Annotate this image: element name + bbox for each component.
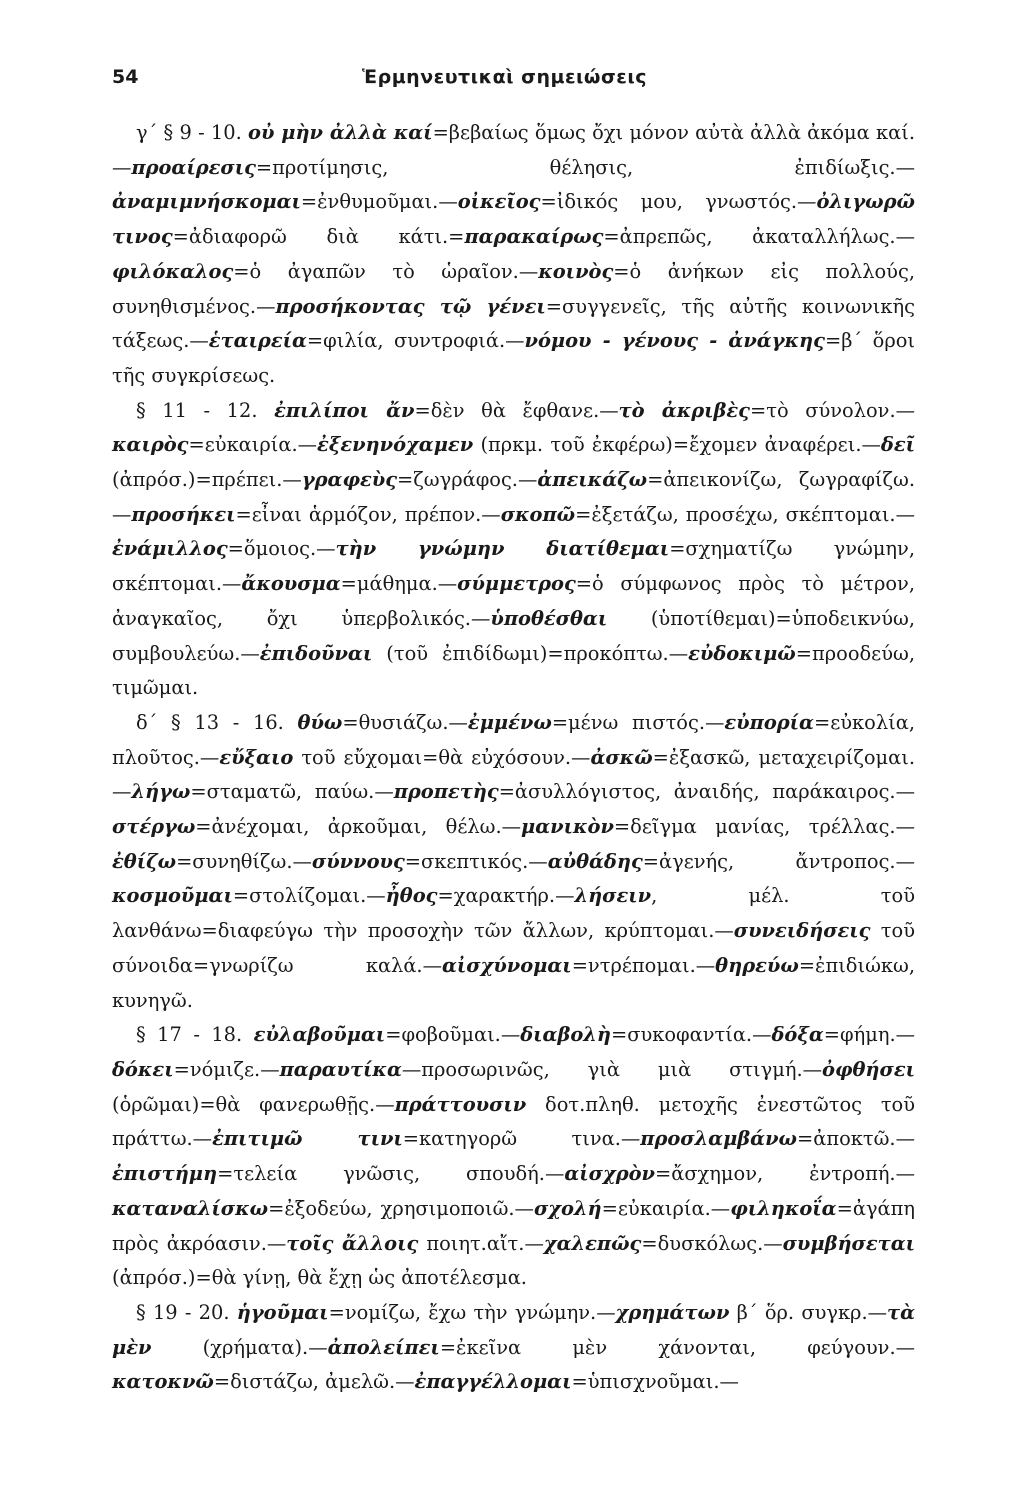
gloss-text: (χρήματα).— xyxy=(151,1335,328,1359)
gloss-text: =ντρέπομαι.— xyxy=(571,953,716,977)
gloss-text: β΄ ὅρ. συγκρ.— xyxy=(729,1300,888,1324)
commentary-paragraph xyxy=(112,1018,915,1296)
gloss-text: =φοβοῦμαι.— xyxy=(385,1023,521,1047)
gloss-text: =νόμιζε.— xyxy=(173,1057,280,1081)
lemma-term: ἐπιστήμη xyxy=(112,1162,218,1186)
lemma-term: τοῖς ἄλλοις xyxy=(286,1231,419,1255)
lemma-term: ἐμμένω xyxy=(467,710,552,734)
lemma-term: λήσειν xyxy=(574,884,652,908)
gloss-text: =ὁ σύμφωνος πρὸς τὸ μέτρον, ἀναγκαῖος, ὄχι ὑπερβολικός.— xyxy=(112,572,915,630)
gloss-text: =κατηγορῶ τινα.— xyxy=(402,1127,641,1151)
gloss-text: =ἄσχημον, ἐντροπή.— xyxy=(654,1162,915,1186)
gloss-text: =ὁ ἀνήκων εἰς πολλούς, συνηθισμένος.— xyxy=(112,259,915,318)
gloss-text: =σχηματίζω γνώμην, σκέπτομαι.— xyxy=(112,537,915,596)
lemma-term: ἐνάμιλλος xyxy=(112,537,228,561)
gloss-text: =δυσκόλως.— xyxy=(641,1231,783,1255)
lemma-term: φιλόκαλος xyxy=(112,259,234,283)
gloss-text: =εὐκολία, πλοῦτος.— xyxy=(112,710,915,769)
gloss-text: =μάθημα.— xyxy=(340,572,458,596)
lemma-term: δόξα xyxy=(771,1023,824,1047)
lemma-term: φιληκοΐα xyxy=(730,1196,837,1220)
running-head xyxy=(112,66,915,110)
gloss-text: =ἀσυλλόγιστος, ἀναιδής, παράκαιρος.— xyxy=(498,780,915,804)
lemma-term: αἰσχύνομαι xyxy=(441,953,572,977)
commentary-body xyxy=(112,116,915,1400)
gloss-text: =συνηθίζω.— xyxy=(176,849,312,873)
lemma-term: προπετὴς xyxy=(393,780,499,804)
lemma-term: χαλεπῶς xyxy=(543,1231,642,1255)
lemma-term: αὐθάδης xyxy=(547,849,643,873)
gloss-text: (ἀπρόσ.)=πρέπει.— xyxy=(112,468,302,492)
gloss-text: =ἐπιδιώκω, κυνηγῶ. xyxy=(112,953,915,1012)
lemma-term: ἀσκῶ xyxy=(590,745,653,769)
lemma-term: δόκει xyxy=(112,1057,174,1081)
lemma-term: οἰκεῖος xyxy=(457,190,541,214)
lemma-term: καιρὸς xyxy=(112,433,189,457)
gloss-text: —προσωρινῶς, γιὰ μιὰ στιγμή.— xyxy=(401,1057,823,1081)
gloss-text: § 11 - 12. xyxy=(136,398,275,422)
lemma-term: προαίρεσις xyxy=(131,155,256,179)
gloss-text: γ΄ § 9 - 10. xyxy=(136,121,249,144)
lemma-term: θύω xyxy=(297,710,343,734)
lemma-term: ἑταιρεία xyxy=(208,329,307,353)
lemma-term: εὔξαιο xyxy=(219,745,294,769)
gloss-text: =προοδεύω, τιμῶμαι. xyxy=(112,641,915,700)
gloss-text: =φήμη.— xyxy=(823,1023,915,1047)
gloss-text: (τοῦ ἐπιδίδωμι)=προκόπτω.— xyxy=(372,641,689,665)
gloss-text: =ἀπρεπῶς, ἀκαταλλήλως.— xyxy=(603,225,915,249)
gloss-text: =ἀνέχομαι, ἀρκοῦμαι, θέλω.— xyxy=(195,815,522,839)
gloss-text: =τελεία γνῶσις, σπουδή.— xyxy=(217,1162,565,1186)
gloss-text: =μένω πιστός.— xyxy=(551,710,725,734)
lemma-term: μανικὸν xyxy=(521,815,614,839)
commentary-paragraph xyxy=(112,1296,915,1400)
gloss-text: =εὐκαιρία.— xyxy=(601,1196,731,1220)
commentary-paragraph xyxy=(112,706,915,1018)
gloss-text: (ὁρῶμαι)=θὰ φανερωθῇς.— xyxy=(112,1092,395,1116)
lemma-term: ὑποθέσθαι xyxy=(490,606,608,630)
gloss-text: (ὑποτίθεμαι)=ὑποδεικνύω, συμβουλεύω.— xyxy=(112,606,915,665)
gloss-text: =ζωγράφος.— xyxy=(397,468,538,492)
gloss-text: δ΄ § 13 - 16. xyxy=(136,710,298,734)
commentary-paragraph xyxy=(112,394,915,706)
lemma-term: σχολή xyxy=(533,1196,602,1220)
lemma-term: ἀπεικάζω xyxy=(537,468,648,492)
lemma-term: κοινὸς xyxy=(538,259,614,283)
lemma-term: συμβήσεται xyxy=(782,1231,915,1255)
gloss-text: =ἀπεικονίζω, ζωγραφίζω.— xyxy=(112,468,915,526)
lemma-term: λήγω xyxy=(131,780,191,804)
lemma-term: προσλαμβάνω xyxy=(640,1127,798,1151)
gloss-text: (ἀπρόσ.)=θὰ γίνῃ, θὰ ἔχῃ ὡς ἀποτέλεσμα. xyxy=(112,1266,527,1290)
lemma-term: ὀφθήσει xyxy=(822,1057,915,1081)
lemma-term: ἐπιλίποι ἄν xyxy=(274,398,415,422)
lemma-term: ἡγοῦμαι xyxy=(236,1300,329,1324)
gloss-text: =εὐκαιρία.— xyxy=(188,433,318,457)
gloss-text: =ἀδιαφορῶ διὰ κάτι.= xyxy=(172,225,465,249)
lemma-term: δεῖ xyxy=(880,433,915,457)
lemma-term: ἦθος xyxy=(385,884,438,908)
gloss-text: =ἐκεῖνα μὲν χάνονται, φεύγουν.— xyxy=(439,1335,916,1359)
lemma-term: γραφεὺς xyxy=(301,468,398,492)
gloss-text: =ἰδικός μου, γνωστός.— xyxy=(540,190,817,214)
lemma-term: ἄκουσμα xyxy=(241,572,341,596)
lemma-term: τὸ ἀκριβὲς xyxy=(618,398,750,422)
lemma-term: σύμμετρος xyxy=(457,572,576,596)
lemma-term: τὰ μὲν xyxy=(112,1300,915,1359)
lemma-term: ἐπιτιμῶ τινι xyxy=(212,1127,403,1151)
gloss-text: =β΄ ὅροι τῆς συγκρίσεως. xyxy=(112,329,916,387)
page-number: 54 xyxy=(112,66,139,88)
lemma-term: ἀναμιμνήσκομαι xyxy=(112,190,301,214)
gloss-text: =ἐνθυμοῦμαι.— xyxy=(300,190,458,214)
lemma-term: ἐπιδοῦναι xyxy=(259,641,373,665)
lemma-term: κοσμοῦμαι xyxy=(112,884,233,908)
lemma-term: καταναλίσκω xyxy=(112,1196,269,1220)
lemma-term: διαβολὴ xyxy=(520,1023,611,1047)
gloss-text: ποιητ.αἴτ.— xyxy=(418,1231,544,1255)
gloss-text: =ὅμοιος.— xyxy=(227,537,336,561)
gloss-text: =ἀγάπη πρὸς ἀκρόασιν.— xyxy=(112,1196,915,1255)
gloss-text: =διστάζω, ἀμελῶ.— xyxy=(213,1370,415,1394)
gloss-text: =ὁ ἀγαπῶν τὸ ὡραῖον.— xyxy=(233,259,539,283)
lemma-term: προσήκει xyxy=(131,502,236,526)
gloss-text: =θυσιάζω.— xyxy=(342,710,468,734)
gloss-text: =ἐξετάζω, προσέχω, σκέπτομαι.— xyxy=(575,502,915,526)
lemma-term: προσήκοντας τῷ γένει xyxy=(275,294,546,318)
gloss-text: (πρκμ. τοῦ ἐκφέρω)=ἔχομεν ἀναφέρει.— xyxy=(473,433,881,457)
gloss-text: =δεῖγμα μανίας, τρέλλας.— xyxy=(613,815,915,839)
gloss-text: =βεβαίως ὅμως ὄχι μόνον αὐτὰ ἀλλὰ ἀκόμα καί.— xyxy=(112,121,915,179)
lemma-term: ἐξενηνόχαμεν xyxy=(317,433,474,457)
lemma-term: ὀλιγωρῶ τινος xyxy=(112,190,915,249)
lemma-term: συνειδήσεις xyxy=(733,919,871,943)
gloss-text: , μέλ. τοῦ λανθάνω=διαφεύγω τὴν προσοχὴν τῶν ἄλλων, κρύπτομαι.— xyxy=(112,884,915,943)
lemma-term: εὐπορία xyxy=(724,710,814,734)
gloss-text: =ἐξασκῶ, μεταχειρίζομαι.— xyxy=(112,745,915,804)
lemma-term: οὐ μὴν ἀλλὰ καί xyxy=(248,121,433,144)
lemma-term: πράττουσιν xyxy=(394,1092,527,1116)
lemma-term: νόμου - γένους - ἀνάγκης xyxy=(524,329,825,353)
gloss-text: =νομίζω, ἔχω τὴν γνώμην.— xyxy=(328,1300,616,1324)
gloss-text: =εἶναι ἁρμόζον, πρέπον.— xyxy=(235,502,501,526)
lemma-term: σκοπῶ xyxy=(500,502,576,526)
gloss-text: =τὸ σύνολον.— xyxy=(749,398,915,422)
lemma-term: στέργω xyxy=(112,815,196,839)
commentary-paragraph xyxy=(112,116,915,394)
lemma-term: ἐθίζω xyxy=(112,849,177,873)
gloss-text: τοῦ εὔχομαι=θὰ εὐχόσουν.— xyxy=(293,745,591,769)
lemma-term: χρημάτων xyxy=(615,1300,730,1324)
gloss-text: =ὑπισχνοῦμαι.— xyxy=(571,1370,739,1394)
lemma-term: εὐλαβοῦμαι xyxy=(253,1023,386,1047)
gloss-text: =δὲν θὰ ἔφθανε.— xyxy=(414,398,619,422)
gloss-text: =χαρακτήρ.— xyxy=(437,884,575,908)
lemma-term: κατοκνῶ xyxy=(112,1370,214,1394)
lemma-term: θηρεύω xyxy=(715,953,799,977)
gloss-text: § 19 - 20. xyxy=(136,1300,237,1324)
running-title: Ἑρμηνευτικαὶ σημειώσεις xyxy=(362,66,647,88)
gloss-text: δοτ.πληθ. μετοχῆς ἐνεστῶτος τοῦ πράττω.— xyxy=(112,1092,916,1151)
lemma-term: ἐπαγγέλλομαι xyxy=(414,1370,572,1394)
gloss-text: τοῦ σύνοιδα=γνωρίζω καλά.— xyxy=(112,919,916,977)
gloss-text: =ἐξοδεύω, χρησιμοποιῶ.— xyxy=(268,1196,534,1220)
gloss-text: =ἀγενής, ἄντροπος.— xyxy=(642,849,915,873)
gloss-text: =σταματῶ, παύω.— xyxy=(190,780,394,804)
gloss-text: =συγγενεῖς, τῆς αὐτῆς κοινωνικῆς τάξεως.— xyxy=(112,294,915,353)
gloss-text: § 17 - 18. xyxy=(136,1023,254,1047)
gloss-text: =συκοφαντία.— xyxy=(610,1023,772,1047)
gloss-text: =ἀποκτῶ.— xyxy=(797,1127,915,1151)
lemma-term: παραυτίκα xyxy=(279,1057,402,1081)
lemma-term: αἰσχρὸν xyxy=(564,1162,655,1186)
gloss-text: =φιλία, συντροφιά.— xyxy=(306,329,525,353)
gloss-text: =σκεπτικός.— xyxy=(404,849,548,873)
lemma-term: τὴν γνώμην διατίθεμαι xyxy=(335,537,670,561)
lemma-term: σύννους xyxy=(311,849,405,873)
gloss-text: =στολίζομαι.— xyxy=(232,884,386,908)
lemma-term: εὐδοκιμῶ xyxy=(688,641,796,665)
lemma-term: παρακαίρως xyxy=(464,225,604,249)
lemma-term: ἀπολείπει xyxy=(327,1335,440,1359)
gloss-text: =προτίμησις, θέλησις, ἐπιδίωξις.— xyxy=(255,155,915,179)
